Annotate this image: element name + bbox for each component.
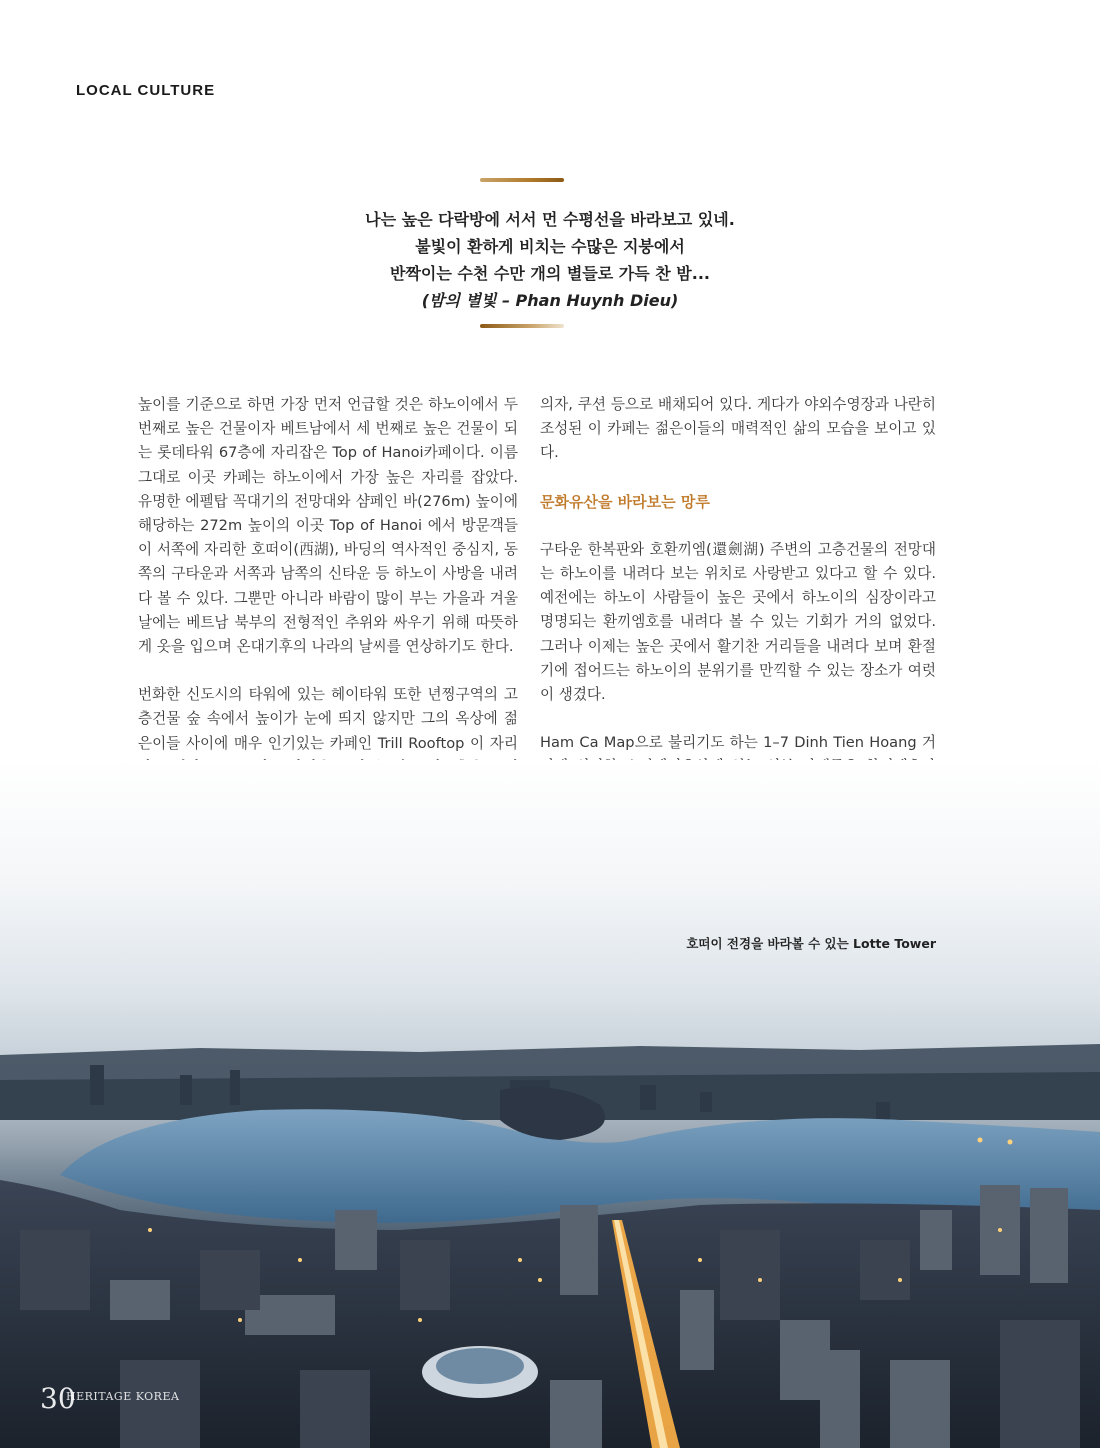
page-number: 30 (40, 1382, 76, 1415)
quote-line: 불빛이 환하게 비치는 수많은 지붕에서 (415, 237, 685, 256)
magazine-name: HERITAGE KOREA (66, 1390, 180, 1403)
photo-illustration (0, 760, 1100, 1448)
quote-source: (밤의 별빛 – Phan Huynh Dieu) (421, 291, 679, 310)
quote-line: 나는 높은 다락방에 서서 먼 수평선을 바라보고 있네. (365, 210, 735, 229)
section-label: LOCAL CULTURE (76, 82, 216, 99)
city-lake-photo (0, 760, 1100, 1448)
paragraph: 구타운 한복판와 호환끼엠(還劍湖) 주변의 고층건물의 전망대는 하노이를 내려다 보는 위치로 사랑받고 있다고 할 수 있다. 예전에는 하노이 사람들이 높은 곳에서 하노이의 심장이라고 명명되는 환끼엠호를 내려다 볼 수 있는 기회가 거의 없었다. 그러나 이제는 높은 곳에서 활기찬 거리들을 내려다 보며 환절기에 접어드는 하노이의 분위기를 만끽할 수 있는 장소가 여럿이 생겼다. (540, 540, 936, 704)
subheading: 문화유산을 바라보는 망루 (540, 492, 710, 511)
paragraph: Ham Ca Map으로 불리기도 하는 1–7 Dinh Tien Hoang 거 (540, 734, 936, 752)
photo-caption: 호떠이 전경을 바라볼 수 있는 Lotte Tower (686, 936, 936, 951)
paragraph: 의자, 쿠션 등으로 배채되어 있다. 게다가 야외수영장과 나란히 조성된 이 카페는 젊은이들의 매력적인 삶의 모습을 보이고 있다. (540, 396, 936, 462)
quote-rule-top (480, 178, 564, 182)
paragraph: 높이를 기준으로 하면 가장 먼저 언급할 것은 하노이에서 두 번째로 높은 건물이자 베트남에서 세 번째로 높은 건물이 되는 롯데타워 67층에 자리잡은 Top of Hanoi카페이다. 이름 그대로 이곳 카페는 하노이에서 가장 높은 자리를 잡았다. 유명한 에펠탑 꼭대기의 전망대와 샴페인 바(276m) 높이에 해당하는 272m 높이의 이곳 Top of Hanoi 에서 방문객들이 서쪽에 자리한 호떠이(西湖), 바딩의 역사적인 중심지, 동쪽의 구타운과 서쪽과 남쪽의 신타운 등 하노이 사방을 내려다 볼 수 있다. 그뿐만 아니라 바람이 많이 부는 가을과 겨울 날에는 베트남 북부의 전형적인 추위와 싸우기 위해 따뜻하게 옷을 입으며 온대기후의 나라의 날씨를 연상하기도 한다. (138, 396, 518, 656)
pull-quote (200, 206, 900, 314)
quote-line: 반짝이는 수천 수만 개의 별들로 가득 찬 밤... (390, 264, 710, 283)
paragraph: 번화한 신도시의 타워에 있는 헤이타워 또한 년찡구역의 고층건물 숲 속에서 높이가 눈에 띄지 않지만 그의 옥상에 젊은이들 사이에 매우 인기있는 카페인 Trill Rooftop 이 자리 (138, 686, 518, 752)
quote-rule-bottom (480, 324, 564, 328)
